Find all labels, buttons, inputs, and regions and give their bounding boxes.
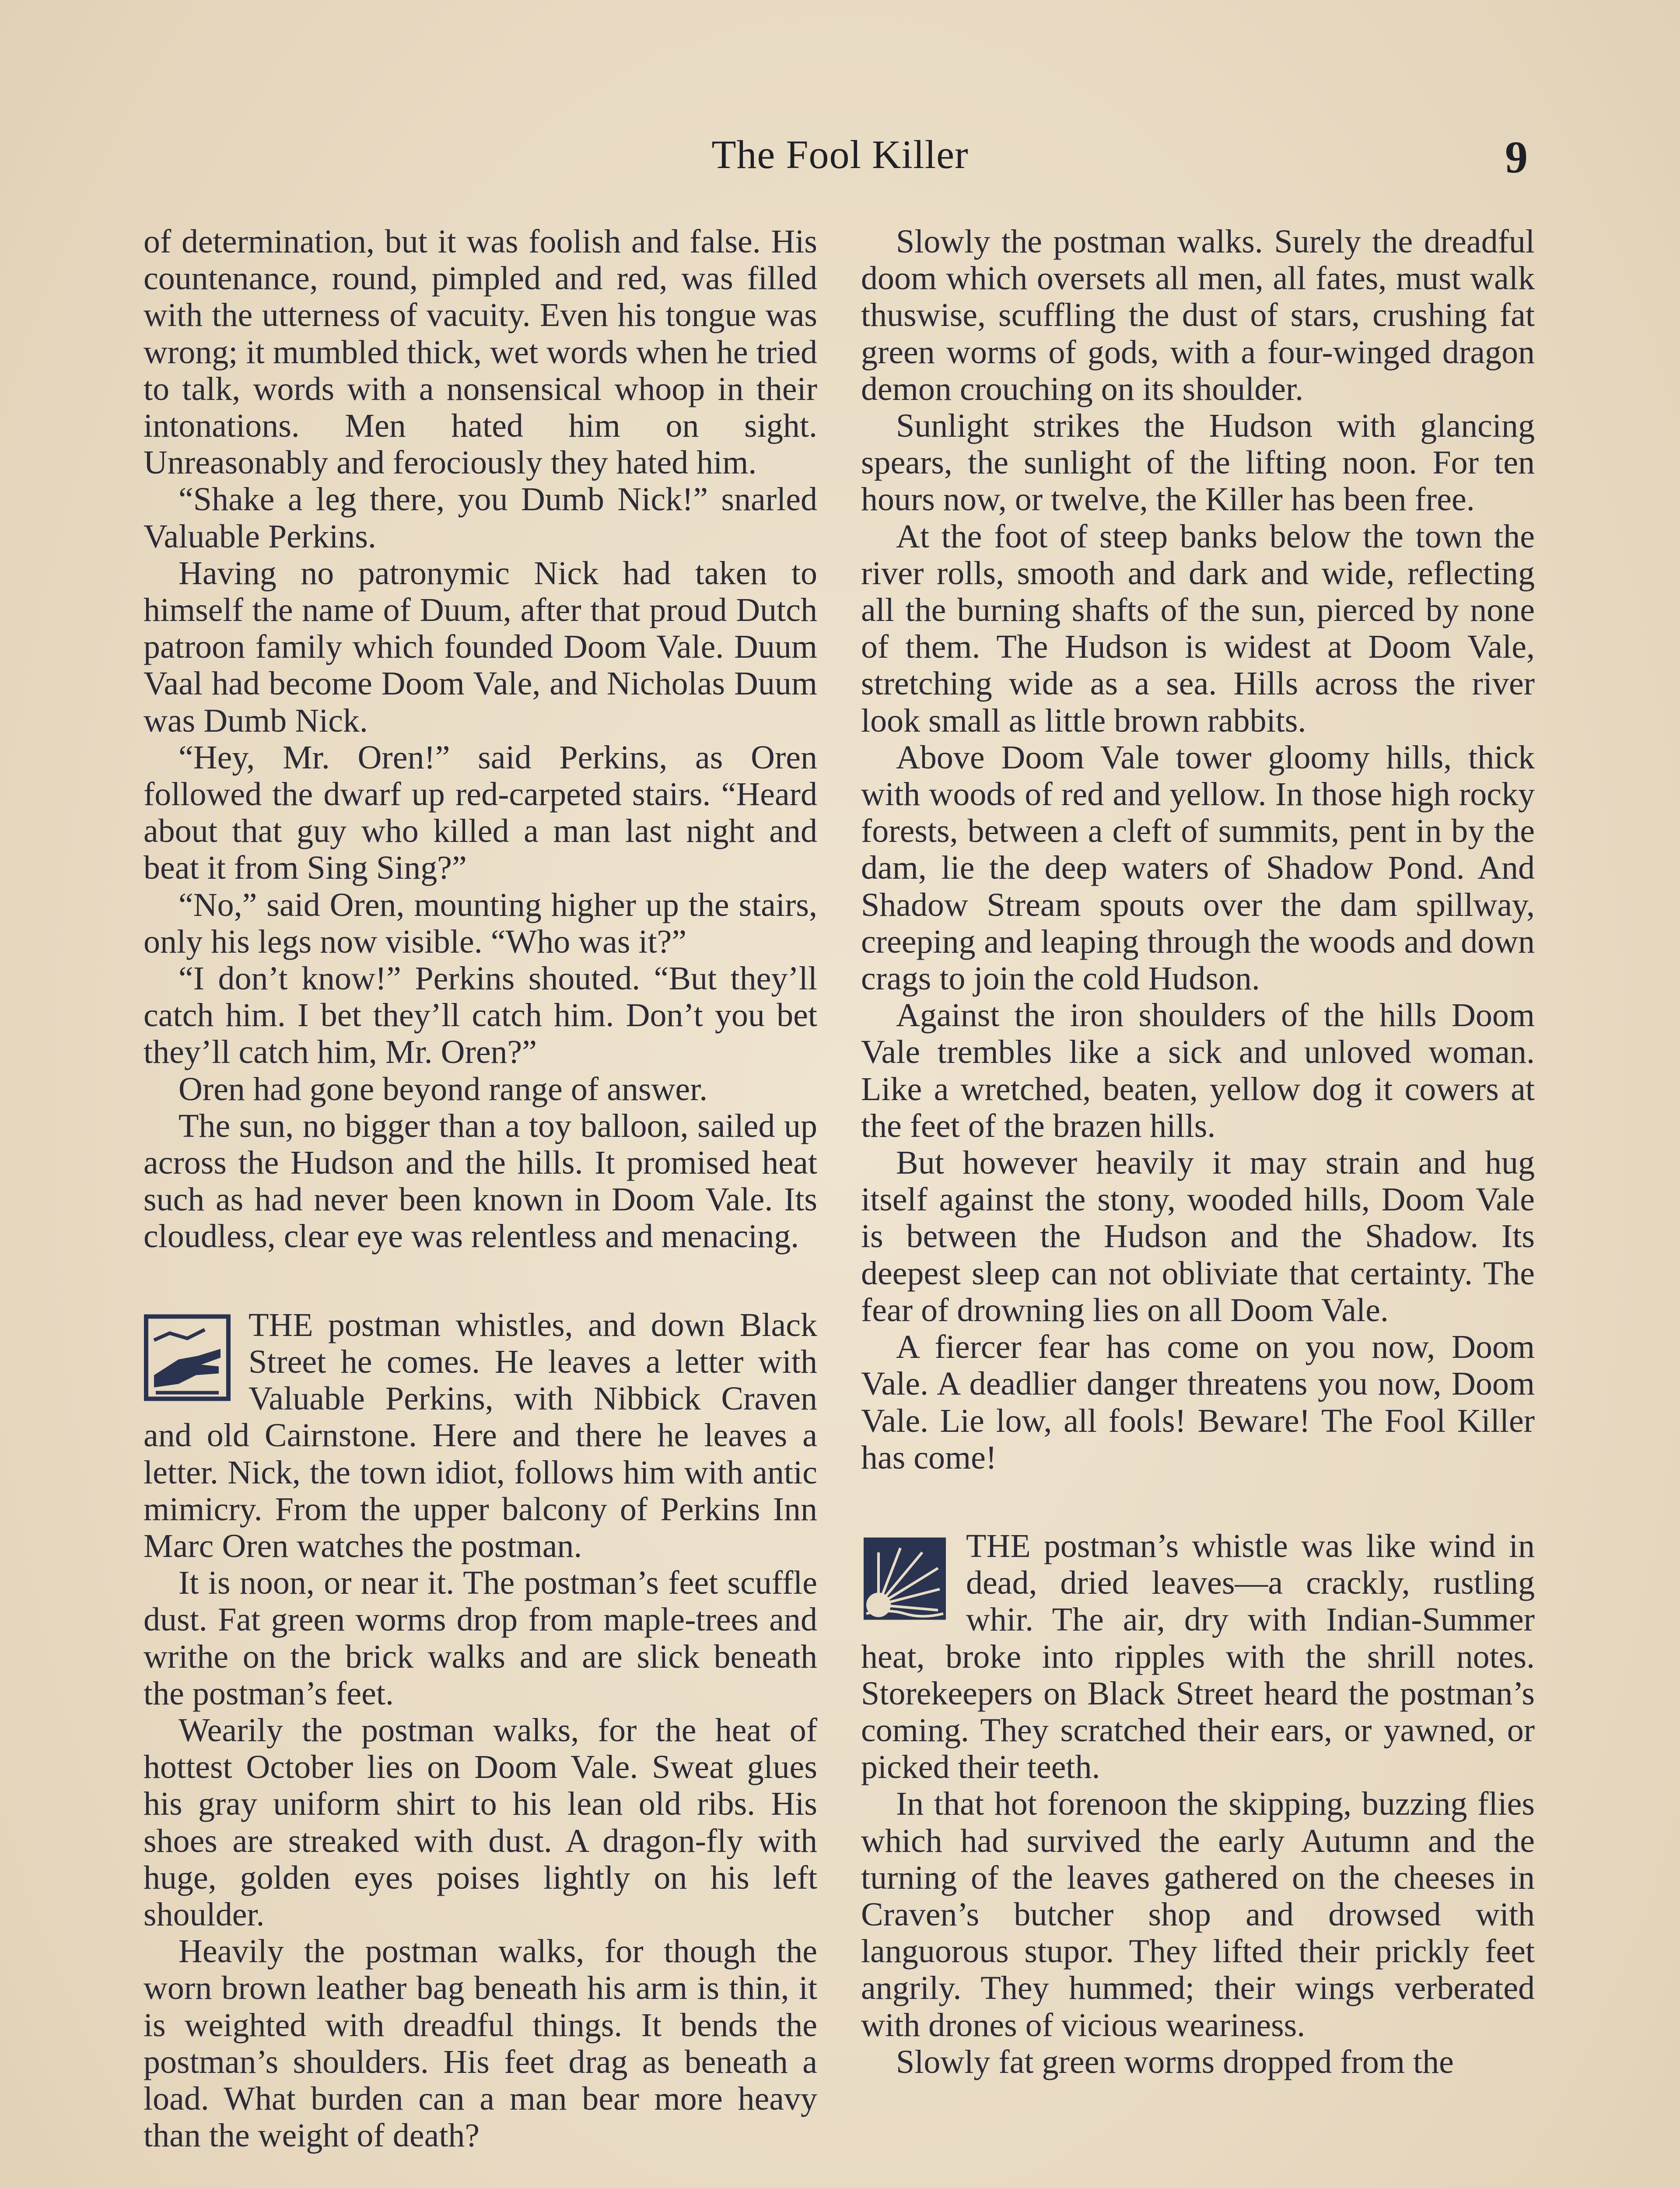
body-paragraph: Slowly the postman walks. Surely the dreadful doom which oversets all men, all fates, must walk thuswise, scuffling the dust of stars, crushing fat green worms of gods, with a four-winged dragon demon crouching on its shoulder. [861,223,1535,407]
section-opening [144,1307,817,1564]
body-paragraph: A fiercer fear has come on you now, Doom Vale. A deadlier danger threatens you now, Doom Vale. Lie low, all fools! Beware! The Fool Killer has come! [861,1329,1535,1476]
body-paragraph: Slowly fat green worms dropped from the [896,2043,1454,2080]
body-paragraph: Sunlight strikes the Hudson with glancing spears, the sunlight of the lifting noon. For ten hours now, or twelve, the Killer has been free. [861,407,1535,518]
left-column [144,223,817,2154]
section-first-paragraph: THE postman whistles, and down Black Street he comes. He leaves a letter with Valuable Perkins, with Nibbick Craven and old Cairnstone. Here and there he leaves a letter. Nick, the town idiot, follows him with antic mimicry. From the upper balcony of Perkins Inn Marc Oren watches the postman. [144,1306,817,1564]
body-paragraph: Having no patronymic Nick had taken to himself the name of Duum, after that proud Dutch patroon family which founded Doom Vale. Duum Vaal had become Doom Vale, and Nicholas Duum was Dumb Nick. [144,554,817,739]
body-paragraph: Heavily the postman walks, for though the worn brown leather bag beneath his arm is thin, it is weighted with dreadful things. It bends the postman’s shoulders. His feet drag as beneath a load. What burden can a man bear more heavy than the weight of death? [144,1933,817,2154]
body-paragraph: “Shake a leg there, you Dumb Nick!” snarled Valuable Perkins. [144,481,817,555]
body-paragraph: In that hot forenoon the skipping, buzzing flies which had survived the early Autumn and the turning of the leaves gathered on the cheeses in Craven’s butcher shop and drowsed with languorous stupor. They lifted their prickly feet angrily. They hummed; their wings verberated with drones of vicious weariness. [861,1785,1535,2044]
body-paragraph: “I don’t know!” Perkins shouted. “But they’ll catch him. I bet they’ll catch him. Don’t you bet they’ll catch him, Mr. Oren?” [144,960,817,1071]
body-paragraph: But however heavily it may strain and hug itself against the stony, wooded hills, Doom Vale is between the Hudson and the Shadow. Its deepest sleep can not obliviate that certainty. The fear of drowning lies on all Doom Vale. [861,1144,1535,1329]
body-paragraph: It is noon, or near it. The postman’s feet scuffle dust. Fat green worms drop from maple-trees and writhe on the brick walks and are slick beneath the postman’s feet. [144,1564,817,1712]
body-paragraph: “No,” said Oren, mounting higher up the stairs, only his legs now visible. “Who was it?” [144,886,817,960]
page-number: 9 [1505,132,1528,182]
body-paragraph: The sun, no bigger than a toy balloon, sailed up across the Hudson and the hills. It promised heat such as had never been known in Doom Vale. Its cloudless, clear eye was relentless and menacing. [144,1107,817,1255]
sunburst-ornament-icon [861,1534,948,1623]
running-title: The Fool Killer [711,132,969,177]
right-column [861,223,1535,2080]
hand-ornament-icon [144,1313,231,1403]
body-paragraph: At the foot of steep banks below the town the river rolls, smooth and dark and wide, reflecting all the burning shafts of the sun, pierced by none of them. The Hudson is widest at Doom Vale, stretching wide as a sea. Hills across the river look small as little brown rabbits. [861,518,1535,739]
body-paragraph: “Hey, Mr. Oren!” said Perkins, as Oren followed the dwarf up red-carpeted stairs. “Heard about that guy who killed a man last night and beat it from Sing Sing?” [144,739,817,887]
body-paragraph: Oren had gone beyond range of answer. [178,1070,708,1108]
body-paragraph: Against the iron shoulders of the hills Doom Vale trembles like a sick and unloved woman. Like a wretched, beaten, yellow dog it cowers at the feet of the brazen hills. [861,997,1535,1144]
body-paragraph: Wearily the postman walks, for the heat of hottest October lies on Doom Vale. Sweat glues his gray uniform shirt to his lean old ribs. His shoes are streaked with dust. A dragon-fly with huge, golden eyes poises lightly on his left shoulder. [144,1711,817,1933]
section-opening [861,1528,1535,1785]
body-paragraph: Above Doom Vale tower gloomy hills, thick with woods of red and yellow. In those high rocky forests, between a cleft of summits, pent in by the dam, lie the deep waters of Shadow Pond. And Shadow Stream spouts over the dam spillway, creeping and leaping through the woods and down crags to join the cold Hudson. [861,739,1535,997]
section-first-paragraph: THE postman’s whistle was like wind in dead, dried leaves—a crackly, rustling whir. The air, dry with Indian-Summer heat, broke into ripples with the shrill notes. Storekeepers on Black Street heard the postman’s coming. They scratched their ears, or yawned, or picked their teeth. [861,1527,1535,1786]
body-paragraph: of determination, but it was foolish and false. His countenance, round, pimpled and red, was filled with the utterness of vacuity. Even his tongue was wrong; it mumbled thick, wet words when he tried to talk, words with a nonsensical whoop in their intonations. Men hated him on sight. Unreasonably and ferociously they hated him. [144,223,817,481]
